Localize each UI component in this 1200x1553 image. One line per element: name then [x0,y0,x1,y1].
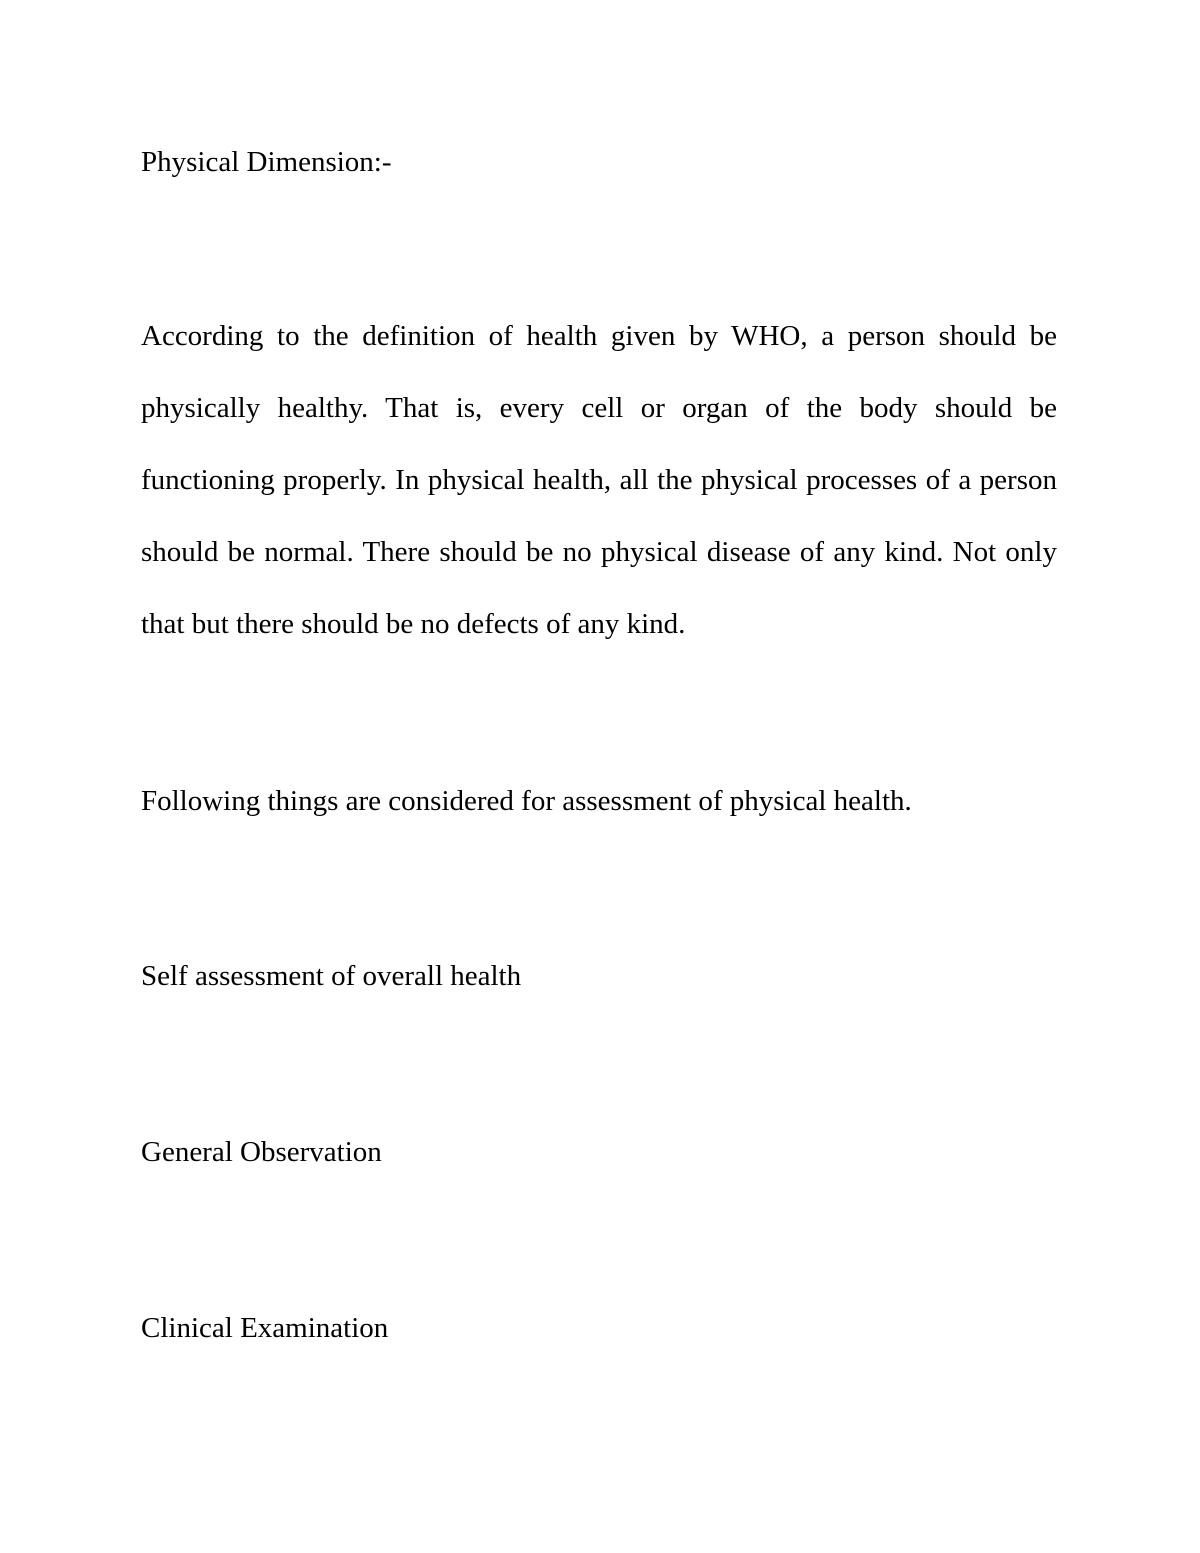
body-paragraph: According to the definition of health given by WHO, a person should be physically healthy. That is, every cell or organ of the body should be functioning properly. In physical health, all the physical processes of a person should be normal. There should be no physical disease of any kind. Not only that but there should be no defects of any kind. [141,320,1057,640]
section-heading: Physical Dimension:- [141,146,392,178]
assessment-item-clinical-examination: Clinical Examination [141,1312,389,1344]
assessment-item-general-observation: General Observation [141,1136,382,1168]
assessment-intro-line: Following things are considered for assessment of physical health. [141,785,912,817]
assessment-item-self-assessment: Self assessment of overall health [141,960,522,992]
